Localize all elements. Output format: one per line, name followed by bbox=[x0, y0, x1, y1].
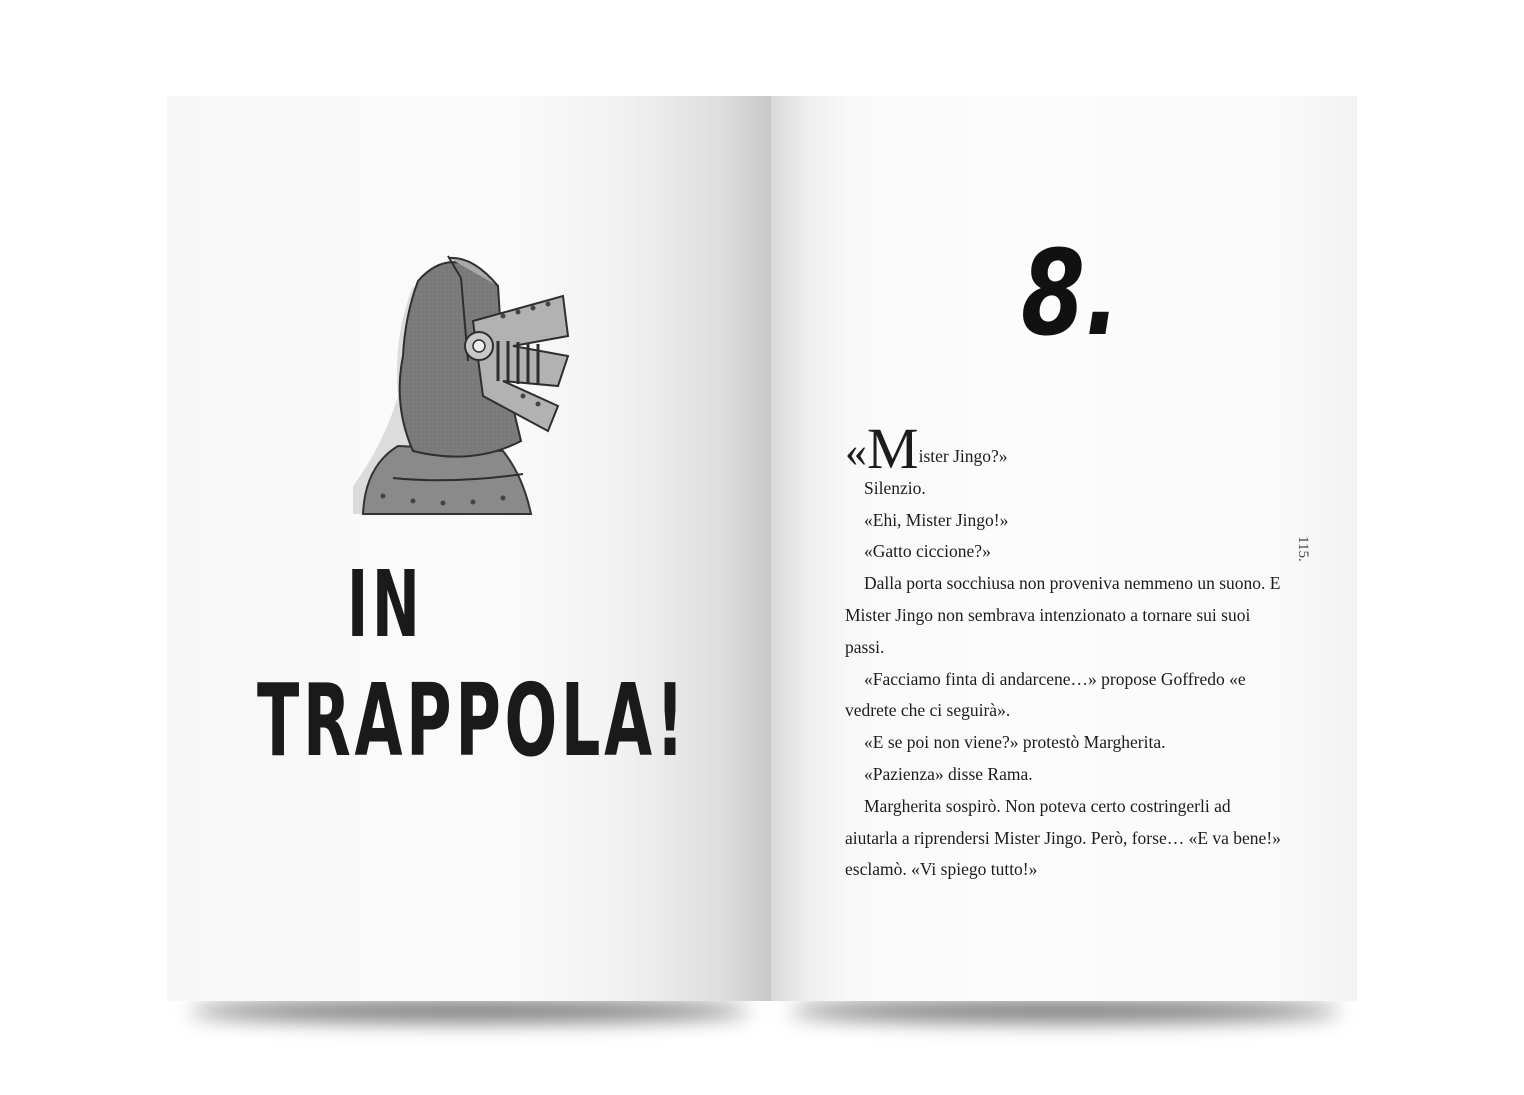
book-spread bbox=[167, 96, 1357, 1001]
paragraph: Silenzio. bbox=[864, 477, 926, 498]
chapter-title-line-1: IN bbox=[347, 551, 424, 658]
paragraph: «Gatto ciccione?» bbox=[864, 541, 991, 562]
paragraph: «Pazienza» disse Rama. bbox=[864, 763, 1033, 784]
right-page-shadow bbox=[790, 1000, 1340, 1022]
chapter-text bbox=[845, 416, 1285, 886]
left-page bbox=[167, 96, 771, 1001]
knight-helmet-illustration bbox=[353, 246, 573, 516]
chapter-number: 8. bbox=[1021, 224, 1121, 362]
paragraph: «E se poi non viene?» protestò Margherita. bbox=[864, 732, 1166, 753]
page-number: 115. bbox=[1295, 536, 1311, 562]
drop-cap: M bbox=[867, 416, 919, 481]
left-page-shadow bbox=[190, 1000, 750, 1022]
paragraph: «Ehi, Mister Jingo!» bbox=[864, 509, 1009, 530]
paragraph: Margherita sospirò. Non poteva certo costringerli ad aiutarla a riprendersi Mister Jingo. Però, forse… «E va bene!» esclamò. «Vi spiego tutto!» bbox=[845, 795, 1281, 880]
opening-quote-mark: « bbox=[845, 427, 867, 476]
paragraph: «Facciamo finta di andarcene…» propose Goffredo «e vedrete che ci seguirà». bbox=[845, 668, 1246, 721]
paragraph: Dalla porta socchiusa non proveniva nemmeno un suono. E Mister Jingo non sembrava intenzionato a tornare sui suoi passi. bbox=[845, 573, 1281, 657]
right-page bbox=[771, 96, 1357, 1001]
opening-line bbox=[845, 416, 1285, 481]
chapter-title-line-2: TRAPPOLA! bbox=[257, 662, 688, 779]
opening-rest: ister Jingo?» bbox=[918, 446, 1008, 466]
